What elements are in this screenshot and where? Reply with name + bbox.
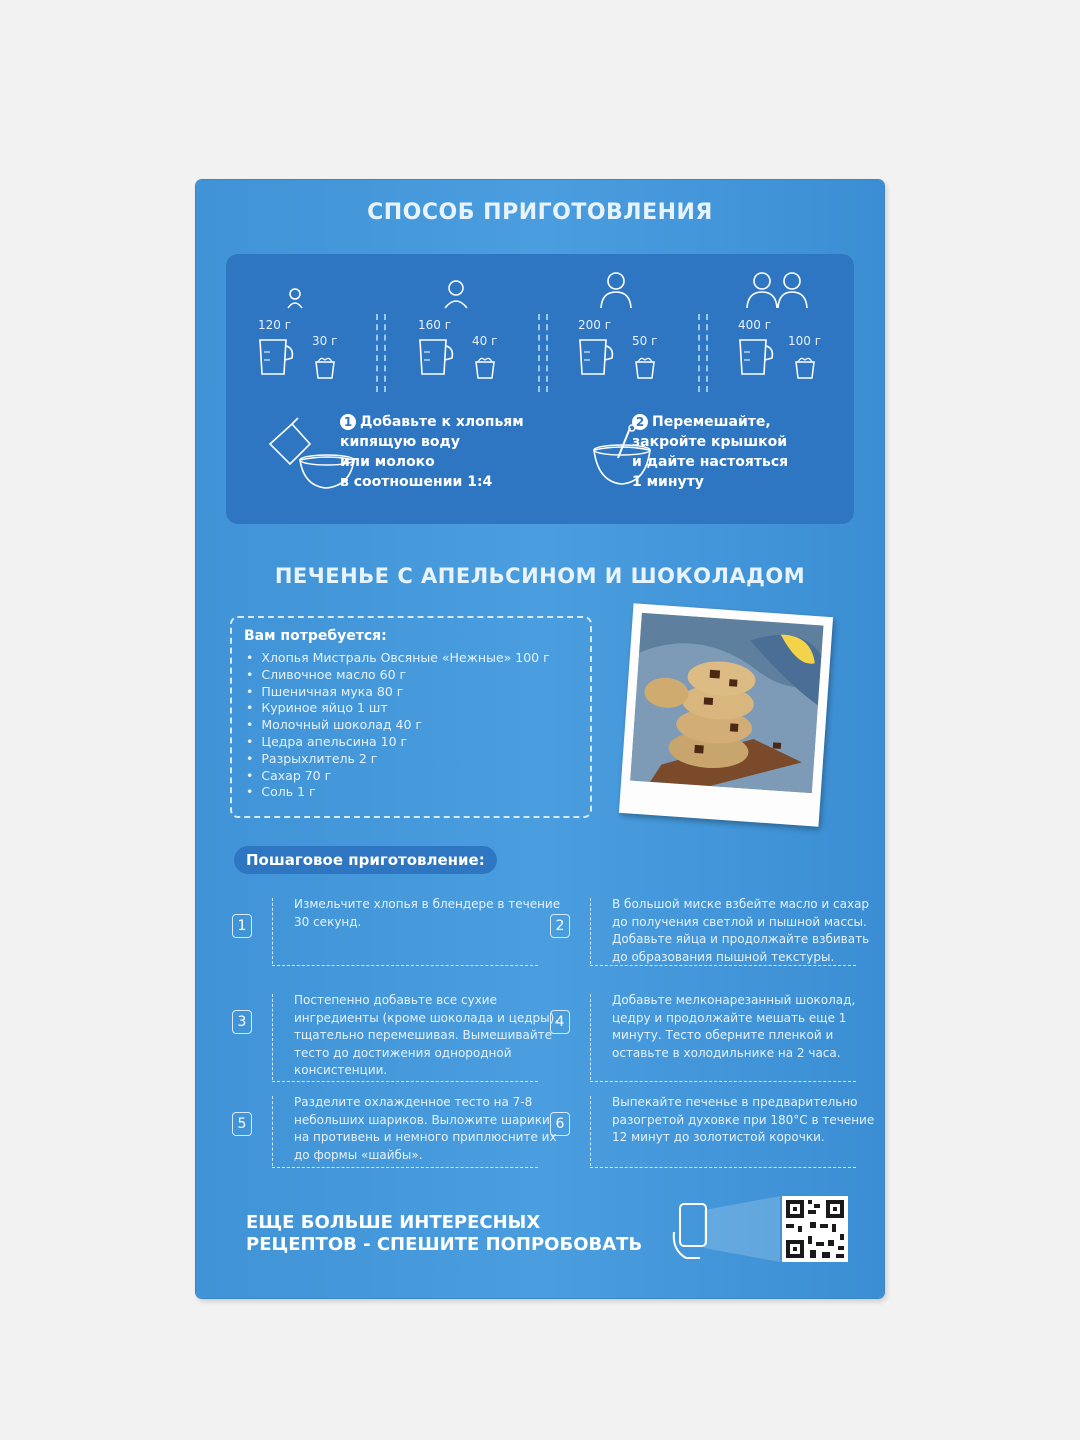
flakes-amount: 50 г	[632, 334, 658, 348]
cookie-stack-image	[630, 613, 823, 793]
recipe-step-1	[232, 888, 561, 966]
package-back	[196, 180, 884, 1298]
column-divider	[538, 314, 548, 392]
ingredient-item: • Хлопья Мистраль Овсяные «Нежные» 100 г	[246, 650, 550, 667]
footer-line-2: РЕЦЕПТОВ - СПЕШИТЕ ПОПРОБОВАТЬ	[246, 1234, 643, 1255]
prep-step-1	[340, 412, 540, 492]
ingredient-item: • Сливочное масло 60 г	[246, 667, 550, 684]
step-number: 5	[232, 1112, 252, 1136]
flakes-amount: 30 г	[312, 334, 338, 348]
portion-2	[416, 318, 536, 398]
portion-1	[256, 318, 376, 398]
person-child-icon	[442, 278, 470, 310]
step-number: 2	[632, 414, 648, 430]
step-text: Разделите охлажденное тесто на 7-8 небольших шариков. Выложите шарики на противень и немного приплюсните их до формы «шайбы».	[294, 1095, 557, 1162]
measuring-jug-icon	[736, 336, 776, 378]
prep-step-2	[632, 412, 842, 492]
ingredient-item: • Куриное яйцо 1 шт	[246, 700, 550, 717]
recipe-step-2	[550, 888, 870, 966]
measuring-jug-icon	[576, 336, 616, 378]
column-divider	[698, 314, 708, 392]
step-text: Добавьте мелконарезанный шоколад, цедру и продолжайте мешать еще 1 минуту. Тесто оберните пленкой и оставьте в холодильнике на 2 часа.	[612, 993, 856, 1060]
water-amount: 120 г	[258, 318, 292, 332]
flakes-cup-icon	[792, 354, 818, 380]
water-amount: 400 г	[738, 318, 772, 332]
recipe-step-3	[232, 984, 559, 1082]
ingredient-item: • Сахар 70 г	[246, 768, 550, 785]
step-number: 2	[550, 914, 570, 938]
recipe-step-6	[550, 1086, 875, 1168]
flakes-cup-icon	[632, 354, 658, 380]
step-number: 6	[550, 1112, 570, 1136]
prep-step-2-text: Перемешайте, закройте крышкой и дайте настояться 1 минуту	[632, 414, 789, 490]
measuring-jug-icon	[416, 336, 456, 378]
ingredient-item: • Разрыхлитель 2 г	[246, 751, 550, 768]
prep-title: СПОСОБ ПРИГОТОВЛЕНИЯ	[367, 200, 713, 225]
person-small-icon	[284, 284, 306, 310]
step-text: Выпекайте печенье в предварительно разогретой духовке при 180°С в течение 12 минут до золотистой корочки.	[612, 1095, 875, 1144]
footer-line-1: ЕЩЕ БОЛЬШЕ ИНТЕРЕСНЫХ	[246, 1212, 541, 1233]
column-divider	[376, 314, 386, 392]
prep-step-1-text: Добавьте к хлопьям кипящую воду или молоко в соотношении 1:4	[340, 414, 524, 490]
step-number: 1	[340, 414, 356, 430]
recipe-step-4	[550, 984, 856, 1082]
prep-panel	[226, 254, 854, 524]
step-text: В большой миске взбейте масло и сахар до получения светлой и пышной массы. Добавьте яйца и продолжайте взбивать до образования пышной текстуры.	[612, 897, 870, 964]
flakes-amount: 100 г	[788, 334, 822, 348]
ingredients-heading: Вам потребуется:	[244, 628, 387, 644]
recipe-step-5	[232, 1086, 557, 1168]
ingredients-box	[230, 616, 592, 818]
recipe-title: ПЕЧЕНЬЕ С АПЕЛЬСИНОМ И ШОКОЛАДОМ	[274, 564, 806, 588]
footer-promo	[246, 1212, 642, 1256]
step-number: 3	[232, 1010, 252, 1034]
people-couple-icon	[744, 270, 812, 310]
step-text: Измельчите хлопья в блендере в течение 30 секунд.	[294, 897, 561, 929]
ingredient-item: • Соль 1 г	[246, 784, 550, 801]
qr-code[interactable]	[782, 1196, 848, 1262]
portion-3	[576, 318, 696, 398]
flakes-cup-icon	[472, 354, 498, 380]
water-amount: 160 г	[418, 318, 452, 332]
ingredients-list	[246, 650, 550, 801]
steps-heading: Пошаговое приготовление:	[234, 846, 497, 874]
flakes-amount: 40 г	[472, 334, 498, 348]
cookie-photo	[619, 603, 833, 826]
water-amount: 200 г	[578, 318, 612, 332]
ingredient-item: • Пшеничная мука 80 г	[246, 684, 550, 701]
flakes-cup-icon	[312, 354, 338, 380]
ingredient-item: • Цедра апельсина 10 г	[246, 734, 550, 751]
portion-4	[736, 318, 856, 398]
step-text: Постепенно добавьте все сухие ингредиенты (кроме шоколада и цедры), тщательно перемешивая. Вымешивайте тесто до достижения однородной консистенции.	[294, 993, 559, 1077]
step-number: 1	[232, 914, 252, 938]
measuring-jug-icon	[256, 336, 296, 378]
person-adult-icon	[598, 270, 634, 310]
step-number: 4	[550, 1010, 570, 1034]
ingredient-item: • Молочный шоколад 40 г	[246, 717, 550, 734]
